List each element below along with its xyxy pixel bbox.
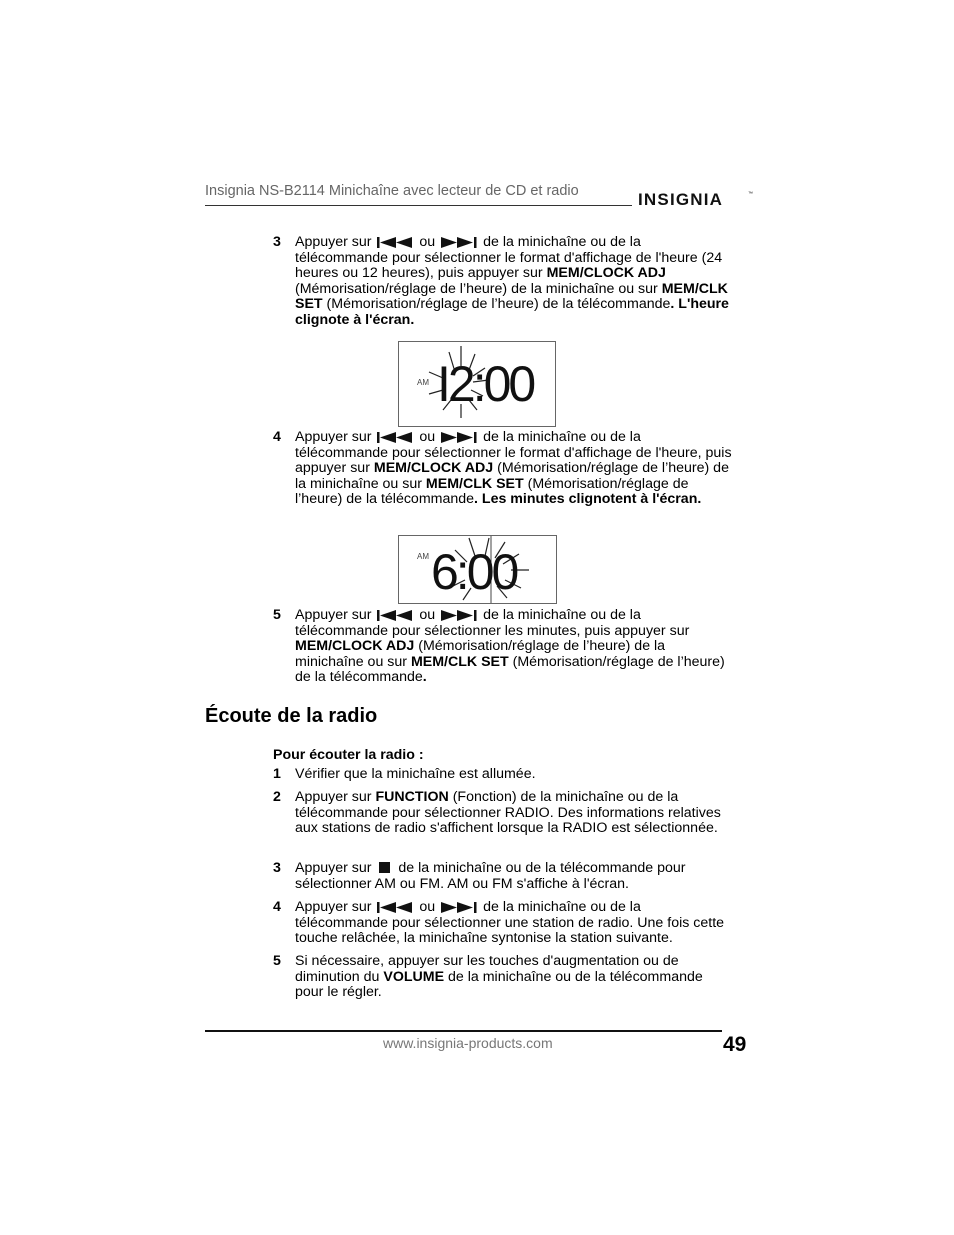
svg-text:™: ™ (748, 191, 753, 197)
clock-digits: I2:00 (437, 356, 534, 412)
radio-step-5: 5 Si nécessaire, appuyer sur les touches d'augmentation ou de diminution du VOLUME de la minichaîne ou de la télécommande pour le régler. (273, 953, 703, 1001)
step-number: 3 (273, 234, 281, 250)
radio-step-1: 1 Vérifier que la minichaîne est allumée. (273, 766, 536, 782)
am-indicator: AM (417, 378, 429, 387)
prev-track-icon (377, 610, 413, 621)
svg-text:INSIGNIA: INSIGNIA (638, 190, 724, 209)
footer-url: www.insignia-products.com (383, 1035, 553, 1051)
stop-icon (379, 862, 390, 873)
procedure-title: Pour écouter la radio : (273, 747, 424, 763)
prev-track-icon (377, 432, 413, 443)
step-number: 5 (273, 607, 281, 623)
radio-step-2: 2 Appuyer sur FUNCTION (Fonction) de la minichaîne ou de la télécommande pour sélectionner RADIO. Des informations relatives aux stations de radio s'affichent lorsque la RADIO est sélectionnée. (273, 789, 721, 837)
am-indicator: AM (417, 552, 429, 561)
step-number: 5 (273, 953, 281, 969)
section-title: Écoute de la radio (205, 705, 378, 727)
step-number: 4 (273, 899, 281, 915)
prev-track-icon (377, 902, 413, 913)
prev-track-icon (377, 237, 413, 248)
clock-step-5: 5 Appuyer sur ou de la minichaîne ou de la télécommande pour sélectionner les minutes, puis appuyer sur MEM/CLOCK ADJ (Mémorisation/réglage de l’heure) de la minichaîne ou sur MEM/CLK SET (Mémorisation/réglage de l’heure) de la télécommande. (273, 607, 725, 686)
step-number: 2 (273, 789, 281, 805)
step-number: 1 (273, 766, 281, 782)
step-number: 3 (273, 860, 281, 876)
clock-step-4: 4 Appuyer sur ou de la minichaîne ou de la télécommande pour sélectionner le format d'affichage de l'heure, puis appuyer sur MEM/CLOCK ADJ (Mémorisation/réglage de l’heure) de la minichaîne ou sur MEM/CLK SET (Mémorisation/réglage de l’heure) de la télécommande. Les minutes clignotent à l'écran. (273, 429, 732, 508)
clock-step-3: 3 Appuyer sur ou de la minichaîne ou de la télécommande pour sélectionner le format d'affichage de l'heure (24 heures ou 12 heures), puis appuyer sur MEM/CLOCK ADJ (Mémorisation/réglage de l’heure) de la minichaîne ou sur MEM/CLK SET (Mémorisation/réglage de l’heure) de la télécommande. L'heure clignote à l'écran. (273, 234, 729, 328)
clock-display-hours-blink (398, 341, 556, 427)
page-number: 49 (723, 1033, 747, 1056)
radio-step-3: 3 Appuyer sur de la minichaîne ou de la télécommande pour sélectionner AM ou FM. AM ou FM s'affiche à l'écran. (273, 860, 686, 892)
radio-step-4: 4 Appuyer sur ou de la minichaîne ou de la télécommande pour sélectionner une station de radio. Une fois cette touche relâchée, la minichaîne syntonise la station suivante. (273, 899, 725, 947)
next-track-icon (441, 902, 477, 913)
next-track-icon (441, 237, 477, 248)
footer-rule (205, 1030, 722, 1032)
next-track-icon (441, 432, 477, 443)
clock-display-minutes-blink (398, 535, 557, 604)
header-rule (205, 205, 632, 206)
insignia-logo (638, 188, 754, 210)
step-number: 4 (273, 429, 281, 445)
header-title: Insignia NS-B2114 Minichaîne avec lecteur de CD et radio (205, 183, 579, 199)
next-track-icon (441, 610, 477, 621)
clock-digits: 6:00 (431, 544, 517, 600)
